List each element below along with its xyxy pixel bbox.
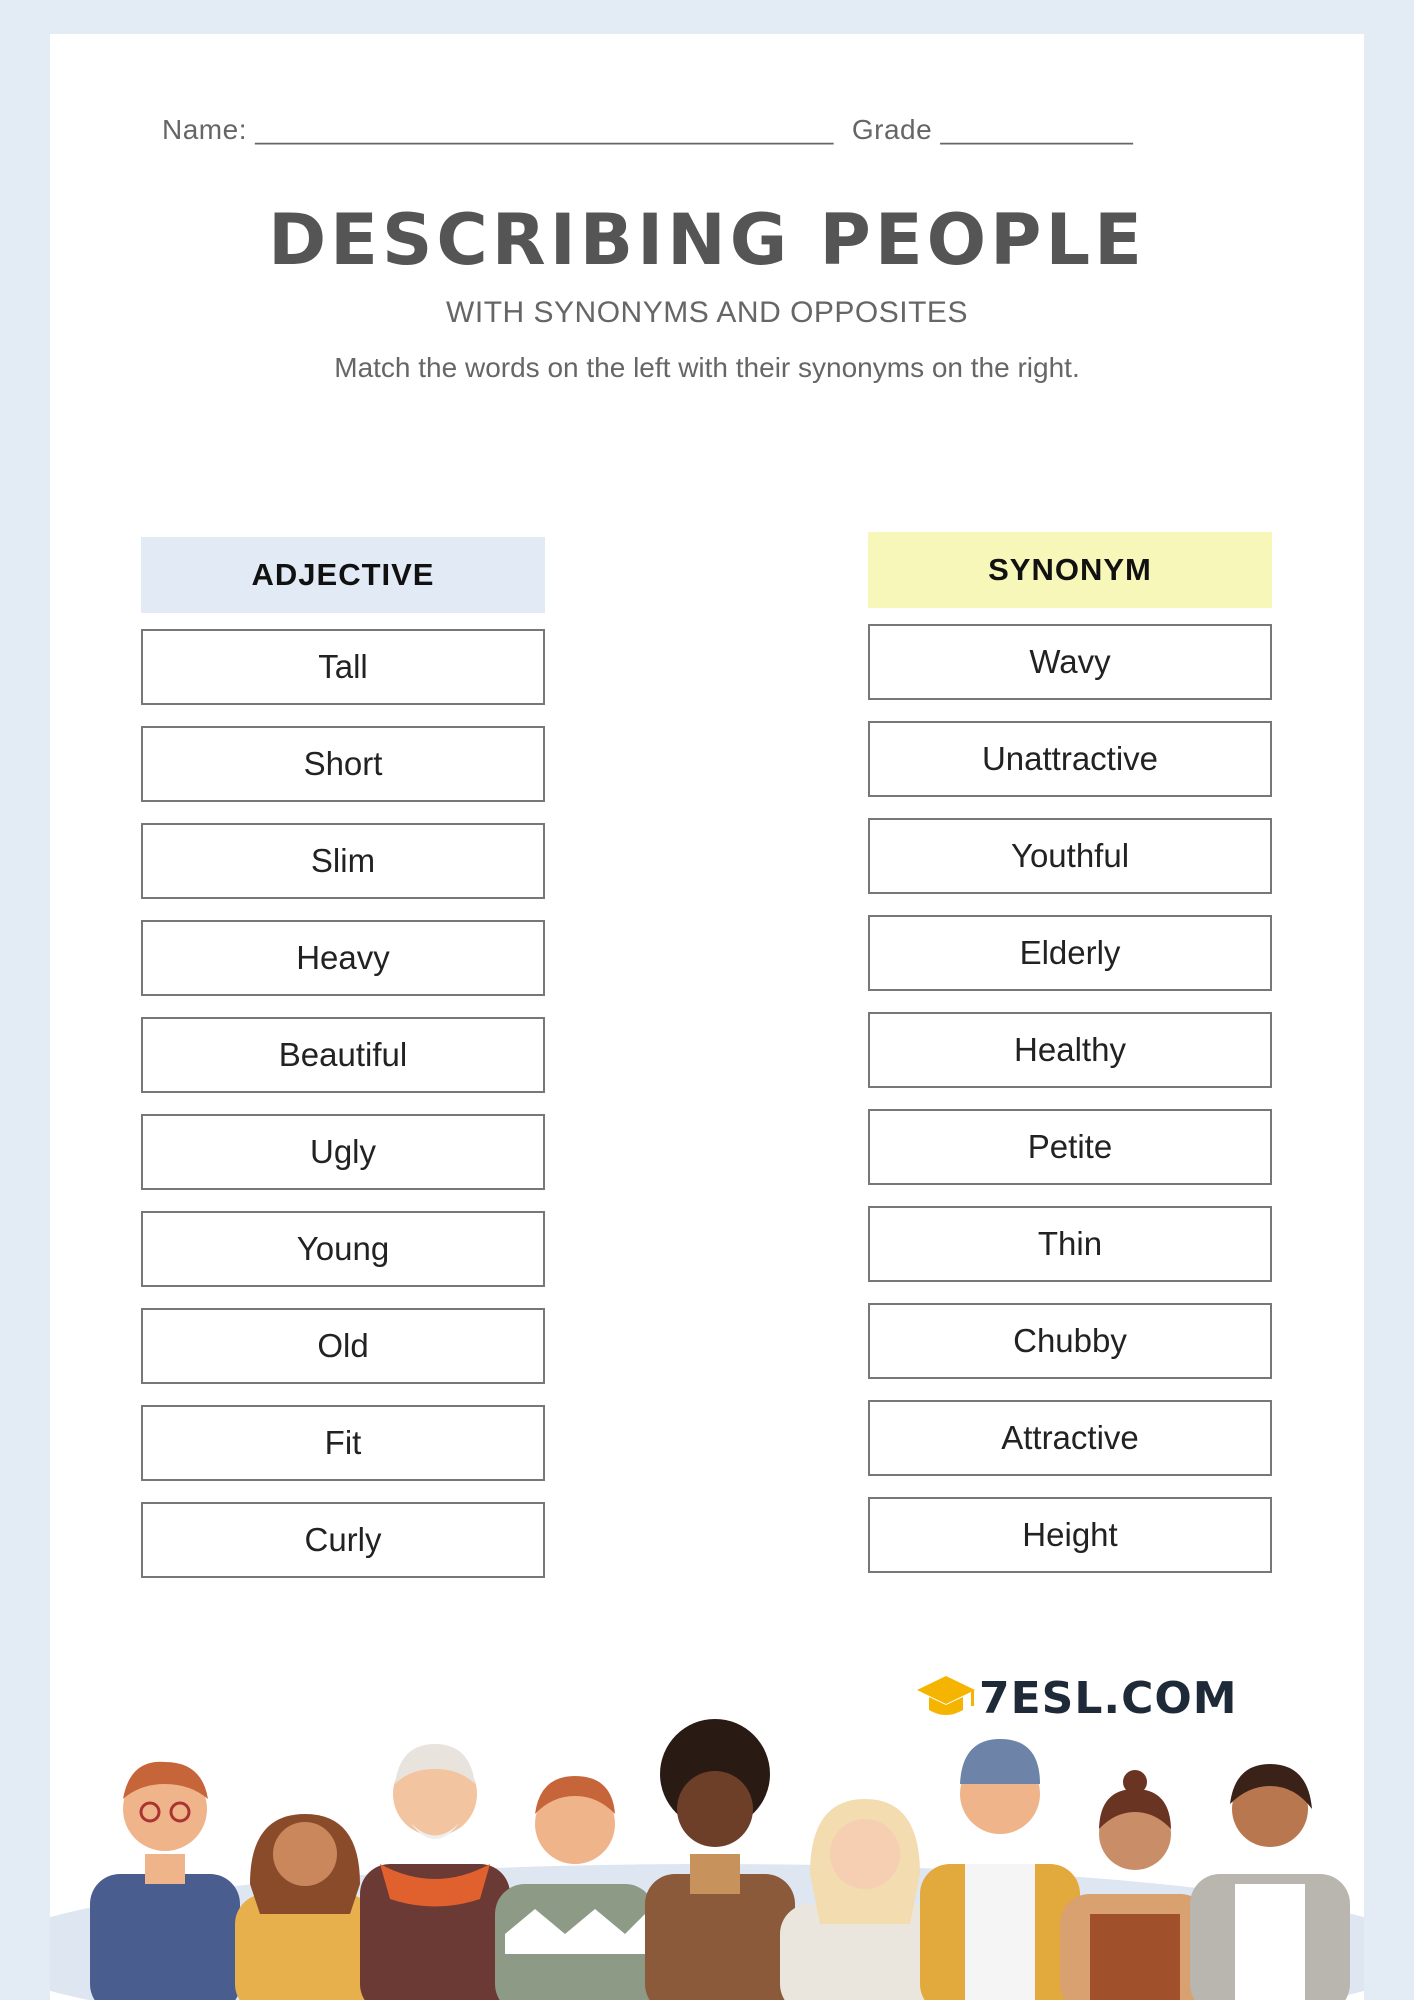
synonym-item[interactable]: Thin (868, 1206, 1272, 1282)
synonym-column (868, 532, 1272, 1594)
person-figure (645, 1719, 795, 2000)
adjective-item[interactable]: Curly (141, 1502, 545, 1578)
name-field-label[interactable]: Name: ____________________________________ (162, 114, 834, 145)
adjective-item[interactable]: Heavy (141, 920, 545, 996)
adjective-column (141, 537, 545, 1599)
logo-text: 7ESL.COM (979, 1672, 1238, 1724)
synonym-item[interactable]: Unattractive (868, 721, 1272, 797)
synonym-header: SYNONYM (868, 532, 1272, 608)
synonym-item[interactable]: Petite (868, 1109, 1272, 1185)
person-figure (360, 1744, 510, 2000)
people-illustration (50, 1714, 1364, 2000)
synonym-item[interactable]: Elderly (868, 915, 1272, 991)
synonym-item[interactable]: Attractive (868, 1400, 1272, 1476)
person-figure (1190, 1764, 1350, 2000)
person-figure (235, 1814, 375, 2000)
adjective-item[interactable]: Tall (141, 629, 545, 705)
page-subtitle: WITH SYNONYMS AND OPPOSITES (446, 296, 968, 329)
worksheet-page (50, 34, 1364, 2000)
adjective-item[interactable]: Beautiful (141, 1017, 545, 1093)
page-title: DESCRIBING PEOPLE (268, 199, 1146, 281)
adjective-item[interactable]: Ugly (141, 1114, 545, 1190)
grade-field-label[interactable]: Grade ____________ (851, 114, 1134, 145)
synonym-item[interactable]: Wavy (868, 624, 1272, 700)
adjective-item[interactable]: Young (141, 1211, 545, 1287)
synonym-item[interactable]: Healthy (868, 1012, 1272, 1088)
person-figure (90, 1762, 240, 2000)
adjective-item[interactable]: Fit (141, 1405, 545, 1481)
synonym-item[interactable]: Youthful (868, 818, 1272, 894)
name-grade-line (162, 114, 1133, 146)
adjective-item[interactable]: Slim (141, 823, 545, 899)
adjective-item[interactable]: Old (141, 1308, 545, 1384)
person-figure (495, 1776, 655, 2000)
instruction-text: Match the words on the left with their synonyms on the right. (334, 352, 1080, 383)
adjective-item[interactable]: Short (141, 726, 545, 802)
synonym-item[interactable]: Chubby (868, 1303, 1272, 1379)
synonym-item[interactable]: Height (868, 1497, 1272, 1573)
person-figure (920, 1739, 1080, 2000)
adjective-header: ADJECTIVE (141, 537, 545, 613)
